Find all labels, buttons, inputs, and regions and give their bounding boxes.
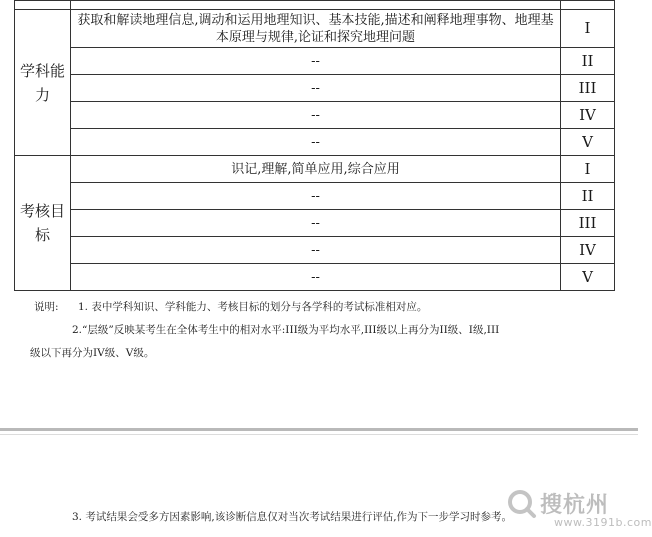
table-row-top <box>15 1 615 10</box>
table-row <box>15 210 615 237</box>
level-cell: IV <box>561 237 615 264</box>
page-separator <box>0 428 638 431</box>
notes-label: 说明: <box>34 301 59 313</box>
level-cell: III <box>561 210 615 237</box>
table-row <box>15 129 615 156</box>
level-cell: I <box>561 156 615 183</box>
level-cell: III <box>561 75 615 102</box>
desc-cell: -- <box>71 264 561 291</box>
desc-cell: -- <box>71 48 561 75</box>
table-row <box>15 75 615 102</box>
note-2-line-1: 2.“层级”反映某考生在全体考生中的相对水平:III级为平均水平,III级以上再分为II级、I级,III <box>72 324 500 336</box>
level-cell: V <box>561 264 615 291</box>
desc-cell: -- <box>71 102 561 129</box>
score-table <box>14 0 615 291</box>
table-row <box>15 183 615 210</box>
table-row <box>15 264 615 291</box>
top-level-cell <box>561 1 615 10</box>
watermark-logo-icon <box>506 488 536 518</box>
note-1 <box>14 296 614 319</box>
table-row <box>15 156 615 183</box>
desc-cell: -- <box>71 75 561 102</box>
table-row <box>15 102 615 129</box>
page-separator-shadow <box>0 434 638 435</box>
level-cell: II <box>561 48 615 75</box>
desc-cell: -- <box>71 183 561 210</box>
level-cell: V <box>561 129 615 156</box>
level-cell: IV <box>561 102 615 129</box>
table-row <box>15 48 615 75</box>
category-goal: 考核目标 <box>15 156 71 291</box>
watermark <box>500 488 652 532</box>
category-ability: 学科能力 <box>15 10 71 156</box>
top-category-cell <box>15 1 71 10</box>
watermark-site: www.3191b.com <box>554 516 652 529</box>
notes-block <box>14 296 614 365</box>
note-2-line-2: 级以下再分为IV级、V级。 <box>30 347 155 359</box>
desc-cell: 获取和解读地理信息,调动和运用地理知识、基本技能,描述和阐释地理事物、地理基本原理与规律,论证和探究地理问题 <box>71 10 561 48</box>
desc-cell: 识记,理解,简单应用,综合应用 <box>71 156 561 183</box>
desc-cell: -- <box>71 237 561 264</box>
level-cell: I <box>561 10 615 48</box>
note-3: 3. 考试结果会受多方因素影响,该诊断信息仅对当次考试结果进行评估,作为下一步学习时参考。 <box>72 511 513 523</box>
level-cell: II <box>561 183 615 210</box>
note-1-text: 1. 表中学科知识、学科能力、考核目标的划分与各学科的考试标准相对应。 <box>78 301 428 313</box>
watermark-brand: 搜杭州 <box>540 493 610 518</box>
desc-cell: -- <box>71 210 561 237</box>
table-row <box>15 10 615 48</box>
table-row <box>15 237 615 264</box>
top-desc-cell <box>71 1 561 10</box>
desc-cell: -- <box>71 129 561 156</box>
